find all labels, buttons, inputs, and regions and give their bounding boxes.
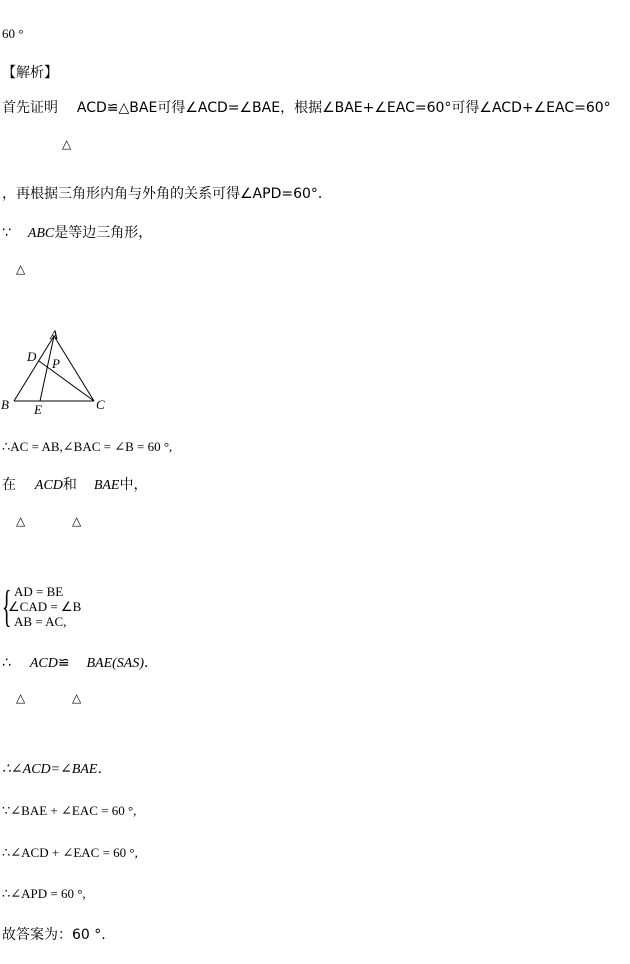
system-row-1: AD = BE — [14, 584, 64, 599]
analysis-line-8: ∵∠BAE + ∠EAC = 60 °, — [2, 803, 137, 818]
label-d: D — [27, 349, 37, 364]
segment-ab — [14, 336, 54, 401]
answer-top: 60 ° — [2, 26, 24, 41]
final-answer: 故答案为：60 °. — [2, 927, 106, 943]
zhong: 中， — [119, 477, 148, 493]
analysis-line-7: ∴∠ACD=∠BAE． — [2, 762, 112, 777]
segment-ac — [54, 336, 94, 401]
bae-label: BAE — [93, 478, 120, 493]
analysis-line-1 — [2, 101, 611, 115]
label-e: E — [34, 402, 42, 417]
l6-end: ． — [144, 655, 158, 671]
system-row-3: AB = AC, — [14, 614, 67, 629]
segment-cd — [39, 361, 94, 401]
triangle-symbol: △ — [16, 262, 26, 276]
zai: 在 — [2, 477, 16, 493]
analysis-line-9: ∴∠ACD + ∠EAC = 60 °, — [2, 845, 138, 860]
label-a: A — [50, 328, 58, 342]
acd-label: ACD — [34, 478, 63, 493]
analysis-line-3 — [2, 226, 152, 241]
analysis-line-10: ∴∠APD = 60 °, — [2, 886, 86, 901]
triangle-symbol: △ — [72, 514, 82, 528]
equation-system — [2, 582, 122, 631]
triangle-symbol: △ — [72, 691, 82, 705]
triangle-figure — [0, 328, 120, 418]
l3-rest: 是等边三角形， — [54, 225, 153, 241]
therefore-symbol: ∴ — [2, 655, 11, 671]
analysis-line-2: ，再根据三角形内角与外角的关系可得∠APD=60°． — [2, 186, 332, 202]
l1-prefix: 首先证明 — [2, 100, 58, 116]
because-symbol: ∵ — [2, 225, 11, 241]
triangle-symbol: △ — [16, 691, 26, 705]
he: 和 — [62, 477, 77, 493]
l1-rest: ACD≌△BAE可得∠ACD=∠BAE，根据∠BAE+∠EAC=60°可得∠ACD+∠EAC=60° — [76, 100, 611, 116]
label-b: B — [1, 397, 9, 412]
abc-label: ABC — [27, 226, 55, 241]
analysis-line-6 — [2, 656, 158, 671]
triangle-symbol: △ — [16, 514, 26, 528]
triangle-symbol: △ — [62, 137, 72, 151]
label-c: C — [96, 397, 105, 412]
congruent-symbol: ≌ — [57, 655, 70, 671]
section-title: 【解析】 — [2, 65, 58, 81]
system-row-2: ∠CAD = ∠B — [8, 599, 82, 614]
left-brace: { — [2, 582, 12, 631]
analysis-line-5 — [2, 478, 147, 493]
label-p: P — [52, 356, 60, 371]
bae-sas-label: BAE(SAS) — [86, 656, 144, 671]
acd-label: ACD — [29, 656, 58, 671]
analysis-line-4: ∴AC = AB,∠BAC = ∠B = 60 °, — [2, 439, 173, 454]
